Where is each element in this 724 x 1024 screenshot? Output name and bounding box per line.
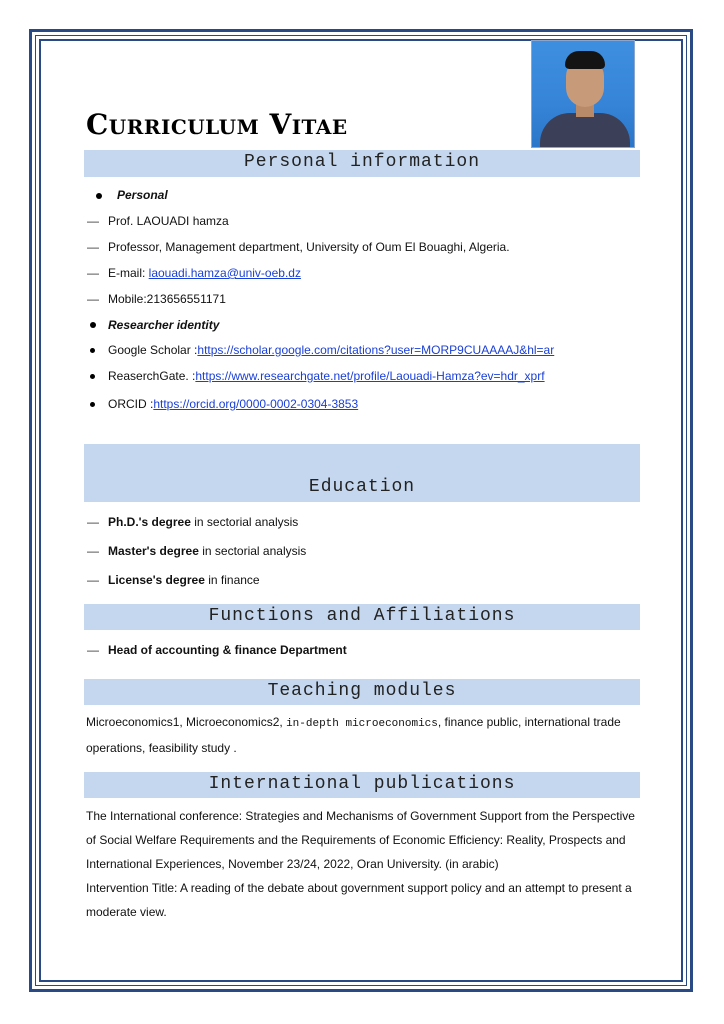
section-publications: International publications	[84, 772, 640, 798]
scholar-link[interactable]: https://scholar.google.com/citations?user=MORP9CUAAAAJ&hl=ar	[197, 343, 555, 357]
profile-photo	[531, 40, 635, 148]
publications-text	[86, 804, 642, 924]
degree-field: in finance	[204, 573, 260, 587]
dash: —	[87, 643, 99, 657]
orcid-line	[108, 397, 358, 411]
dash: —	[87, 544, 99, 558]
degree-name: License's degree	[108, 573, 205, 587]
section-functions: Functions and Affiliations	[84, 604, 640, 630]
person-name: Prof. LAOUADI hamza	[108, 214, 229, 228]
scholar-label: Google Scholar :	[108, 343, 198, 357]
teaching-text: Microeconomics1, Microeconomics2,	[86, 715, 287, 729]
bullet	[90, 402, 95, 407]
intervention-paragraph: Intervention Title: A reading of the debate about government support policy and an attempt to present a moderate view.	[86, 881, 632, 919]
scholar-line	[108, 343, 554, 357]
degree-field: in sectorial analysis	[190, 515, 299, 529]
section-education: Education	[84, 444, 640, 502]
orcid-link[interactable]: https://orcid.org/0000-0002-0304-3853	[153, 397, 359, 411]
degree-field: in sectorial analysis	[198, 544, 307, 558]
researcher-heading: Researcher identity	[108, 318, 220, 332]
dash: —	[87, 240, 99, 254]
researchgate-link[interactable]: https://www.researchgate.net/profile/Laouadi-Hamza?ev=hdr_xprf	[195, 369, 545, 383]
education-phd	[108, 515, 298, 529]
section-personal-information: Personal information	[84, 150, 640, 177]
page-title: Curriculum Vitae	[86, 108, 348, 141]
degree-name: Ph.D.'s degree	[108, 515, 191, 529]
person-position: Professor, Management department, University of Oum El Bouaghi, Algeria.	[108, 240, 510, 254]
section-teaching: Teaching modules	[84, 679, 640, 705]
teaching-text: , finance public, international trade operations, feasibility study .	[86, 715, 621, 755]
email-link[interactable]: laouadi.hamza@univ-oeb.dz	[148, 266, 301, 280]
personal-heading: Personal	[117, 188, 168, 202]
teaching-text-mono: in-depth microeconomics	[286, 718, 438, 730]
bullet	[96, 193, 102, 199]
mobile-line: Mobile:213656551171	[108, 292, 226, 306]
email-label: E-mail:	[108, 266, 149, 280]
researchgate-line	[108, 369, 545, 383]
bullet	[90, 374, 95, 379]
dash: —	[87, 573, 99, 587]
bullet	[90, 322, 96, 328]
education-master	[108, 544, 306, 558]
researchgate-label: ReaserchGate. :	[108, 369, 196, 383]
function-item: Head of accounting & finance Department	[108, 643, 347, 657]
email-line	[108, 266, 301, 280]
degree-name: Master's degree	[108, 544, 199, 558]
dash: —	[87, 266, 99, 280]
dash: —	[87, 515, 99, 529]
bullet	[90, 348, 95, 353]
teaching-modules	[86, 710, 642, 760]
orcid-label: ORCID :	[108, 397, 154, 411]
dash: —	[87, 214, 99, 228]
conference-paragraph: The International conference: Strategies and Mechanisms of Government Support from the Perspective of Social Welfare Requirements and the Requirements of Economic Efficiency: Reality, Prospects and International Experiences, November 23/24, 2022, Oran University. (in arabic)	[86, 809, 635, 871]
education-license	[108, 573, 260, 587]
dash: —	[87, 292, 99, 306]
